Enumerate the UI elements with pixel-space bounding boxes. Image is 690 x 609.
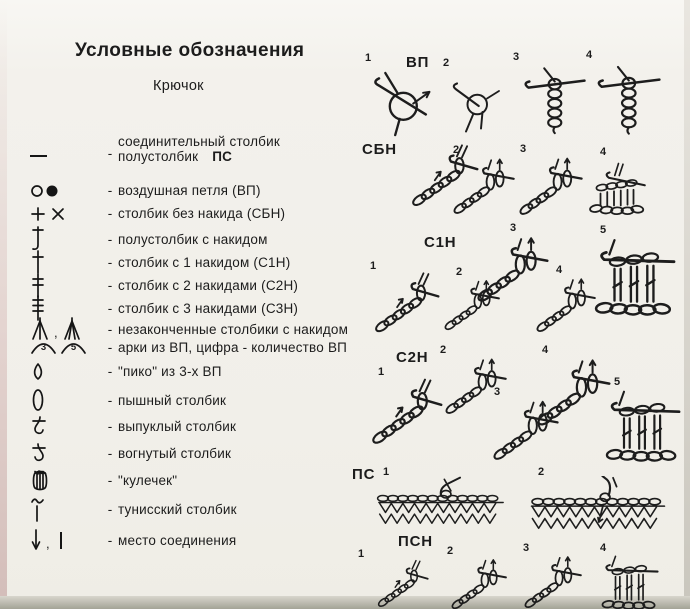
separator-dash: - — [107, 278, 113, 293]
legend-row-puff — [30, 388, 365, 412]
separator-dash: - — [107, 339, 113, 355]
puff-symbol — [30, 388, 46, 412]
step-illustration — [597, 386, 689, 462]
picot-symbol — [30, 362, 46, 381]
bobble-symbol — [30, 469, 50, 492]
step-illustration — [591, 59, 663, 138]
legend-row-join — [30, 528, 365, 552]
unfinished-symbol — [30, 317, 50, 341]
step-number: 1 — [383, 466, 390, 478]
legend-label: полустолбик с накидом — [118, 231, 268, 247]
legend-row-single-crochet — [30, 206, 365, 221]
diagram-step — [518, 264, 610, 334]
single-crochet-symbol — [30, 207, 66, 221]
step-number: 2 — [538, 466, 545, 478]
legend-row-tunisian — [30, 496, 365, 523]
diagram-step — [443, 57, 507, 139]
section-label-c1n: С1Н — [424, 234, 457, 251]
legend-label: место соединения — [118, 532, 237, 548]
legend-label: столбик с 1 накидом (С1Н) — [118, 254, 291, 270]
step-number: 5 — [600, 224, 607, 236]
arc-symbol — [60, 339, 87, 355]
step-number: 1 — [370, 260, 377, 272]
step-number: 5 — [614, 376, 621, 388]
unfinished-symbol — [62, 317, 82, 341]
step-number: 1 — [358, 548, 365, 560]
separator-dash: - — [107, 300, 113, 316]
separator-dash: - — [107, 231, 113, 247]
legend-label: "кулечек" — [118, 473, 178, 488]
legend-row-arcs — [30, 339, 365, 355]
step-number: 2 — [440, 344, 447, 356]
legend-label: пышный столбик — [118, 392, 227, 408]
separator-dash: - — [107, 445, 113, 461]
diagram-step — [478, 386, 570, 462]
separator-dash: - — [107, 473, 113, 488]
legend-row-chain — [30, 183, 365, 198]
step-number: 4 — [542, 344, 549, 356]
step-number: 3 — [523, 542, 530, 554]
legend-row-back-post — [30, 442, 365, 464]
separator-dash: - — [107, 392, 113, 408]
diagram-step — [592, 376, 688, 462]
legend-row-front-post — [30, 415, 365, 437]
step-number: 2 — [453, 144, 460, 156]
section-label-c2n: С2Н — [396, 349, 429, 366]
section-label-ps: ПС — [352, 466, 376, 483]
front-post-symbol — [30, 415, 48, 437]
step-number: 4 — [600, 146, 607, 158]
step-number: 3 — [520, 143, 527, 155]
step-number: 3 — [510, 222, 517, 234]
section-label-sbn: СБН — [362, 141, 397, 158]
step-illustration — [373, 476, 509, 534]
step-illustration — [527, 476, 669, 538]
separator-dash: - — [107, 321, 113, 337]
diagram-step — [572, 542, 682, 609]
tunisian-symbol — [30, 496, 46, 523]
legend-label-abbr: ПС — [212, 149, 233, 164]
scan-edge-left — [0, 0, 7, 609]
step-number: 4 — [586, 49, 593, 61]
legend-label: столбик без накида (СБН) — [118, 206, 286, 221]
legend-row-picot — [30, 362, 365, 381]
arc-symbol — [30, 339, 57, 355]
section-label-psn: ПСН — [398, 533, 433, 550]
step-illustration — [367, 376, 447, 448]
step-number: 3 — [513, 51, 520, 63]
diagram-step — [362, 366, 446, 448]
separator-dash: - — [107, 364, 113, 379]
slip-stitch-symbol — [30, 155, 47, 157]
step-number: 2 — [456, 266, 463, 278]
step-illustration — [561, 156, 673, 216]
separator-dash: - — [107, 183, 113, 198]
step-illustration — [577, 552, 683, 609]
step-number: 4 — [556, 264, 563, 276]
legend-label: соединительный столбик — [118, 134, 280, 149]
diagram-step — [556, 146, 672, 216]
page-subtitle: Крючок — [153, 78, 204, 94]
diagram-step — [365, 52, 441, 138]
step-number: 4 — [600, 542, 607, 554]
step-number: 1 — [365, 52, 372, 64]
separator-dash: - — [107, 418, 113, 434]
legend-label: тунисский столбик — [118, 502, 237, 517]
diagram-step — [513, 51, 587, 137]
join-bar-symbol — [60, 532, 62, 549]
step-illustration — [370, 62, 442, 138]
separator-dash: - — [107, 532, 113, 548]
back-post-symbol — [30, 442, 48, 464]
legend-label: воздушная петля (ВП) — [118, 183, 261, 198]
chain-symbol — [30, 184, 62, 198]
legend-label: столбик с 2 накидами (С2Н) — [118, 278, 299, 293]
diagram-step — [426, 266, 514, 332]
step-number: 1 — [378, 366, 385, 378]
legend-label: вогнутый столбик — [118, 445, 232, 461]
section-label-vp: ВП — [406, 54, 430, 71]
legend-row-bobble — [30, 469, 365, 492]
legend-label: выпуклый столбик — [118, 418, 237, 434]
legend-label: столбик с 3 накидами (С3Н) — [118, 300, 299, 316]
legend-row-unfinished — [30, 317, 365, 341]
arc-count: 3 — [40, 342, 47, 353]
diagram-step — [358, 548, 442, 609]
legend-label: "пико" из 3-х ВП — [118, 364, 222, 379]
join-symbol — [30, 528, 42, 552]
step-illustration — [363, 558, 443, 609]
step-number: 2 — [447, 545, 454, 557]
legend-label: незаконченные столбики с накидом — [118, 321, 349, 337]
arc-count: 5 — [70, 342, 77, 353]
step-illustration — [518, 61, 588, 137]
legend-row-slip-stitch — [30, 134, 365, 164]
separator-dash: - — [107, 254, 113, 270]
step-illustration — [483, 396, 571, 462]
legend-label: арки из ВП, цифра - количество ВП — [118, 339, 348, 355]
separator-dash: - — [107, 502, 113, 517]
diagram-step — [368, 466, 508, 534]
symbol-comma: , — [54, 324, 58, 340]
step-illustration — [523, 274, 611, 334]
symbol-comma: , — [46, 535, 50, 551]
legend-label: полустолбик — [118, 149, 199, 164]
page-title: Условные обозначения — [75, 40, 305, 61]
step-number: 2 — [443, 57, 450, 69]
diagram-step — [522, 466, 668, 538]
separator-dash: - — [107, 206, 113, 221]
step-illustration — [448, 67, 508, 139]
separator-dash: - — [107, 146, 113, 161]
step-number: 3 — [494, 386, 501, 398]
step-illustration — [431, 276, 515, 332]
diagram-step — [586, 49, 662, 138]
